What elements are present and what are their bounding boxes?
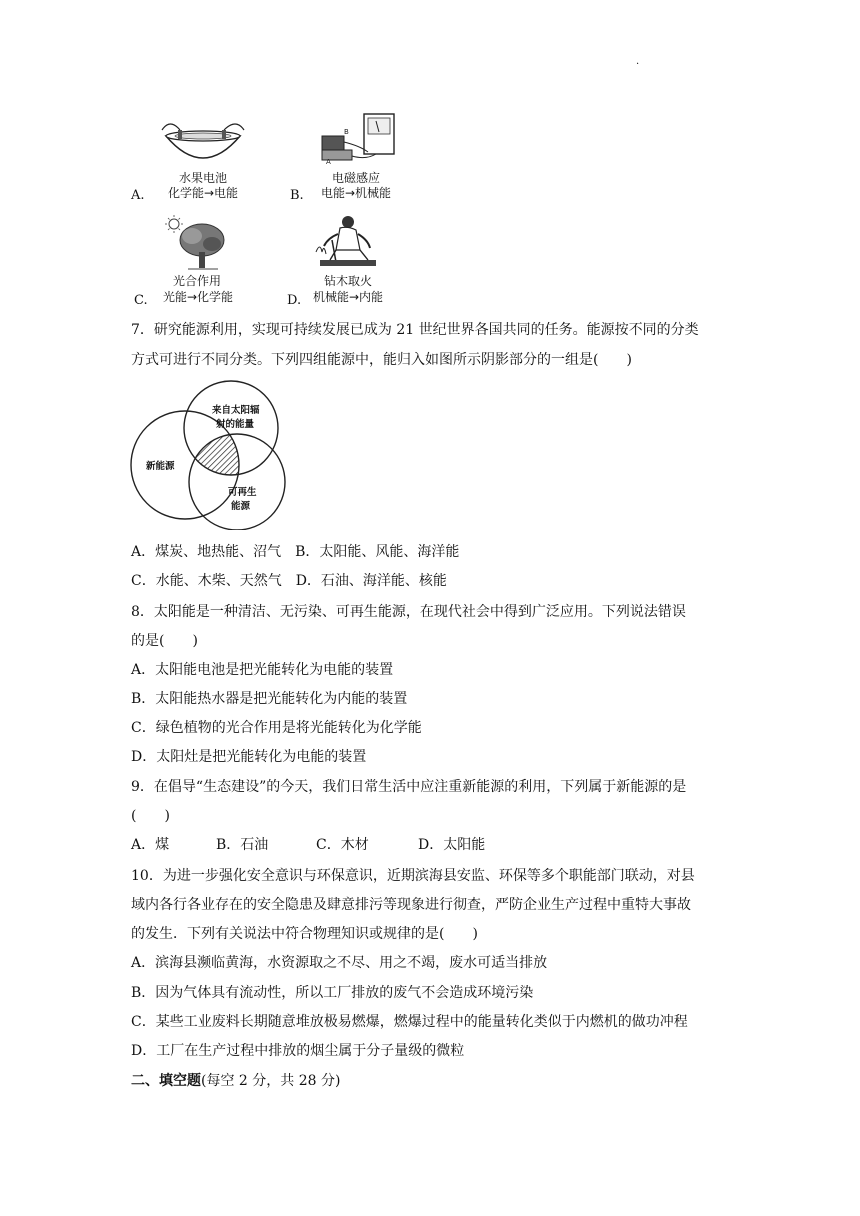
q9-option-a: A．煤 xyxy=(131,837,170,853)
option-b-caption1: 电磁感应 xyxy=(331,171,380,185)
option-d-caption1: 钻木取火 xyxy=(323,274,372,288)
venn-label-renewable-2: 能源 xyxy=(231,501,251,512)
option-b-caption2: 电能→机械能 xyxy=(320,186,392,200)
venn-label-solar-1: 来自太阳辐 xyxy=(212,405,260,416)
option-c-caption2: 光能→化学能 xyxy=(162,290,234,304)
option-a-letter: A. xyxy=(131,188,145,203)
q10-stem-line1: 10．为进一步强化安全意识与环保意识，近期滨海县安监、环保等多个职能部门联动，对县 xyxy=(131,868,695,884)
q7-options-ab: A．煤炭、地热能、沼气 B．太阳能、风能、海洋能 xyxy=(131,544,460,560)
q9-option-c: C．木材 xyxy=(316,837,369,853)
venn-label-solar-2: 射的能量 xyxy=(216,419,255,430)
drilling-wood-fire-icon xyxy=(310,212,386,272)
option-a-caption2: 化学能→电能 xyxy=(167,186,239,200)
q10-stem-line2: 域内各行各业存在的安全隐患及肆意排污等现象进行彻查，严防企业生产过程中重特大事故 xyxy=(131,897,691,913)
q8-option-d: D．太阳灶是把光能转化为电能的装置 xyxy=(131,749,367,765)
q10-option-b: B．因为气体具有流动性，所以工厂排放的废气不会造成环境污染 xyxy=(131,985,534,1001)
q10-stem-line3: 的发生．下列有关说法中符合物理知识或规律的是( ) xyxy=(131,926,478,942)
option-b-letter: B. xyxy=(290,188,304,203)
option-d-letter: D. xyxy=(287,293,302,308)
q7-options-cd: C．水能、木柴、天然气 D．石油、海洋能、核能 xyxy=(131,573,447,589)
electromagnetic-induction-icon xyxy=(316,112,398,168)
q10-option-a: A．滨海县濒临黄海，水资源取之不尽、用之不竭，废水可适当排放 xyxy=(131,955,548,971)
svg-text:B: B xyxy=(344,128,349,136)
fruit-battery-icon xyxy=(158,120,248,172)
q9-option-b: B．石油 xyxy=(216,837,269,853)
section-2-title: 二、填空题 xyxy=(131,1073,201,1089)
q8-option-c: C．绿色植物的光合作用是将光能转化为化学能 xyxy=(131,720,422,736)
page-top-mark: . xyxy=(636,56,640,67)
option-c-caption1: 光合作用 xyxy=(172,274,221,288)
energy-venn-diagram xyxy=(128,378,288,530)
q10-option-c: C．某些工业废料长期随意堆放极易燃爆，燃爆过程中的能量转化类似于内燃机的做功冲程 xyxy=(131,1014,688,1030)
q8-stem-line1: 8．太阳能是一种清洁、无污染、可再生能源，在现代社会中得到广泛应用。下列说法错误 xyxy=(131,604,686,620)
option-c-letter: C. xyxy=(134,293,148,308)
photosynthesis-tree-icon xyxy=(162,214,232,272)
q8-stem-line2: 的是( ) xyxy=(131,633,198,649)
q7-stem-line2: 方式可进行不同分类。下列四组能源中，能归入如图所示阴影部分的一组是( ) xyxy=(131,352,632,368)
venn-label-renewable-1: 可再生 xyxy=(228,487,257,498)
svg-text:A: A xyxy=(326,158,331,166)
section-2-heading xyxy=(131,1071,340,1091)
q8-option-b: B．太阳能热水器是把光能转化为内能的装置 xyxy=(131,691,408,707)
option-d-caption2: 机械能→内能 xyxy=(312,290,384,304)
q9-stem-line1: 9．在倡导“生态建设”的今天，我们日常生活中应注重新能源的利用，下列属于新能源的是 xyxy=(131,779,687,795)
section-2-note: (每空 2 分，共 28 分) xyxy=(201,1073,341,1089)
q8-option-a: A．太阳能电池是把光能转化为电能的装置 xyxy=(131,662,394,678)
option-a-caption1: 水果电池 xyxy=(178,171,227,185)
q9-option-d: D．太阳能 xyxy=(418,837,486,853)
q10-option-d: D．工厂在生产过程中排放的烟尘属于分子量级的微粒 xyxy=(131,1043,465,1059)
q9-stem-line2: ( ) xyxy=(131,808,170,824)
q7-stem-line1: 7．研究能源利用，实现可持续发展已成为 21 世纪世界各国共同的任务。能源按不同的分类 xyxy=(131,322,699,338)
venn-label-new-energy: 新能源 xyxy=(146,461,175,472)
